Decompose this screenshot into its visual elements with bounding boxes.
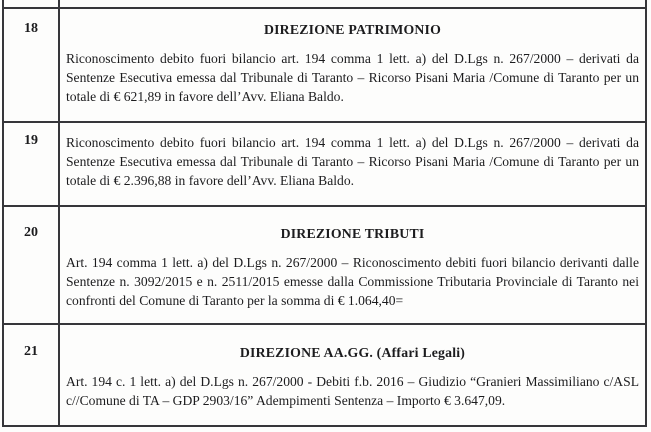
direzione-heading: DIREZIONE PATRIMONIO bbox=[263, 22, 442, 37]
row-number: 18 bbox=[24, 21, 38, 36]
table-row bbox=[4, 7, 645, 121]
row-number: 19 bbox=[24, 133, 38, 148]
resolution-text: Riconoscimento debito fuori bilancio art. 194 comma 1 lett. a) del D.Lgs n. 267/2000 – derivati da Sentenze Esecutiva emessa dal Tribunale di Taranto – Ricorso Pisani Maria /Comune di Taranto per un totale di € 621,89 in favore dell’Avv. Eliana Baldo. bbox=[66, 51, 639, 104]
row-content-cell bbox=[60, 325, 645, 425]
row-content-cell bbox=[60, 123, 645, 205]
table-row bbox=[4, 121, 645, 205]
row-number: 21 bbox=[24, 344, 38, 359]
row-content-cell bbox=[60, 0, 645, 7]
row-content-cell bbox=[60, 9, 645, 121]
table-row bbox=[4, 205, 645, 323]
row-content-cell bbox=[60, 207, 645, 323]
row-number-cell bbox=[4, 0, 60, 7]
row-number-cell bbox=[4, 123, 60, 205]
resolution-table bbox=[2, 0, 647, 427]
row-number: 20 bbox=[24, 225, 38, 240]
table-row bbox=[4, 323, 645, 425]
direzione-heading: DIREZIONE AA.GG. (Affari Legali) bbox=[239, 345, 466, 360]
row-number-cell bbox=[4, 9, 60, 121]
table-row-partial-top bbox=[4, 0, 645, 7]
resolution-text: Riconoscimento debito fuori bilancio art. 194 comma 1 lett. a) del D.Lgs n. 267/2000 – derivati da Sentenze Esecutiva emessa dal Tribunale di Taranto – Ricorso Pisani Maria /Comune di Taranto per un totale di € 2.396,88 in favore dell’Avv. Eliana Baldo. bbox=[66, 135, 639, 188]
row-number-cell bbox=[4, 207, 60, 323]
direzione-heading: DIREZIONE TRIBUTI bbox=[280, 226, 425, 241]
resolution-text: Art. 194 c. 1 lett. a) del D.Lgs n. 267/2000 - Debiti f.b. 2016 – Giudizio “Granieri Massimiliano c/ASL c//Comune di TA – GDP 2903/16” Adempimenti Sentenza – Importo € 3.647,09. bbox=[66, 374, 639, 408]
row-number-cell bbox=[4, 325, 60, 425]
resolution-text: Art. 194 comma 1 lett. a) del D.Lgs n. 267/2000 – Riconoscimento debiti fuori bilancio derivanti dalle Sentenze n. 3092/2015 e n. 2511/2015 emesse dalla Commissione Tributaria Provinciale di Taranto nei confronti del Comune di Taranto per la somma di € 1.064,40= bbox=[66, 255, 639, 308]
